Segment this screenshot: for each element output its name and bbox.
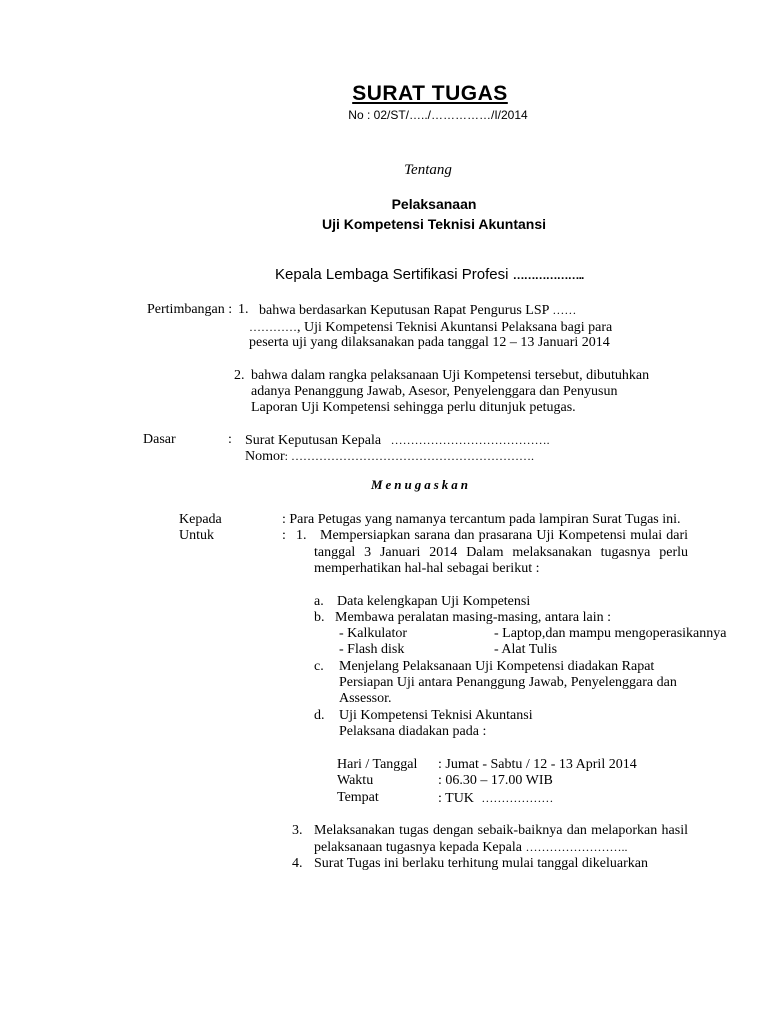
item-a-text: Data kelengkapan Uji Kompetensi: [337, 594, 531, 609]
dasar-colon: :: [228, 432, 232, 447]
subject-line-1: Pelaksanaan: [391, 196, 477, 212]
pertimbangan-1-line-3: peserta uji yang dilaksanakan pada tanggal 12 – 13 Januari 2014: [249, 335, 610, 350]
item-a-label: a.: [314, 594, 324, 609]
issuer-fill: ………………..: [512, 268, 584, 282]
kepada-label: Kepada: [179, 512, 222, 527]
untuk-colon: :: [282, 528, 286, 543]
untuk-1-num: 1.: [296, 528, 307, 543]
item-c-line-2: Persiapan Uji antara Penanggung Jawab, Penyelenggara dan: [339, 675, 677, 690]
schedule-value-date: : Jumat - Sabtu / 12 - 13 April 2014: [438, 757, 637, 772]
tool-left-2: - Flash disk: [339, 642, 405, 657]
untuk-label: Untuk: [179, 528, 214, 543]
untuk-3-line-1: Melaksanakan tugas dengan sebaik-baiknya dan melaporkan hasil: [314, 823, 688, 838]
issuer-label: Kepala Lembaga Sertifikasi Profesi: [275, 266, 509, 283]
pertimbangan-2-num: 2.: [234, 368, 245, 383]
item-d-line-1: Uji Kompetensi Teknisi Akuntansi: [339, 708, 533, 723]
issuer-line: [275, 267, 583, 283]
untuk-3-num: 3.: [292, 823, 303, 838]
item-c-line-1: Menjelang Pelaksanaan Uji Kompetensi diadakan Rapat: [339, 659, 655, 674]
untuk-4-num: 4.: [292, 856, 303, 871]
untuk-3-line-2: pelaksanaan tugasnya kepada Kepala ……………………..: [314, 840, 628, 855]
item-b-text: Membawa peralatan masing-masing, antara lain :: [335, 610, 612, 625]
dasar-line-1: Surat Keputusan Kepala ………………………………….: [245, 433, 550, 448]
pertimbangan-1-line-1: bahwa berdasarkan Keputusan Rapat Pengurus LSP ……: [259, 303, 577, 318]
item-b-label: b.: [314, 610, 325, 625]
schedule-label-place: Tempat: [337, 790, 379, 805]
pertimbangan-1-line-2: …………, Uji Kompetensi Teknisi Akuntansi Pelaksana bagi para: [249, 320, 613, 335]
item-c-line-3: Assessor.: [339, 691, 392, 706]
subject-line-2: Uji Kompetensi Teknisi Akuntansi: [321, 216, 547, 232]
tentang-label: Tentang: [404, 162, 452, 178]
tool-right-2: - Alat Tulis: [494, 642, 558, 657]
pertimbangan-1-num: 1.: [238, 302, 249, 317]
menugaskan-heading: Menugaskan: [370, 477, 472, 492]
untuk-1-line-3: memperhatikan hal-hal sebagai berikut :: [314, 561, 540, 576]
pertimbangan-2-line-2: adanya Penanggung Jawab, Asesor, Penyelenggara dan Penyusun: [251, 384, 618, 399]
item-c-label: c.: [314, 659, 324, 674]
tool-left-1: - Kalkulator: [339, 626, 408, 641]
letter-number: No : 02/ST/…../……………/I/2014: [348, 108, 528, 122]
dasar-label: Dasar: [143, 432, 176, 447]
pertimbangan-2-line-3: Laporan Uji Kompetensi sehingga perlu ditunjuk petugas.: [251, 400, 576, 415]
tool-right-1: - Laptop,dan mampu mengoperasikannya: [494, 626, 727, 641]
schedule-label-date: Hari / Tanggal: [337, 757, 418, 772]
document-title: SURAT TUGAS: [352, 82, 508, 105]
schedule-value-place: : TUK ………………: [438, 791, 554, 806]
item-d-label: d.: [314, 708, 325, 723]
pertimbangan-2-line-1: bahwa dalam rangka pelaksanaan Uji Kompetensi tersebut, dibutuhkan: [251, 368, 650, 383]
untuk-4-text: Surat Tugas ini berlaku terhitung mulai tanggal dikeluarkan: [314, 856, 648, 871]
untuk-1-line-1: Mempersiapkan sarana dan prasarana Uji Kompetensi mulai dari: [320, 528, 688, 543]
schedule-value-time: : 06.30 – 17.00 WIB: [438, 773, 553, 788]
pertimbangan-label: Pertimbangan :: [147, 302, 233, 317]
item-d-line-2: Pelaksana diadakan pada :: [339, 724, 487, 739]
kepada-text: : Para Petugas yang namanya tercantum pada lampiran Surat Tugas ini.: [282, 512, 681, 527]
dasar-line-2: Nomor: …………………………………………………….: [245, 449, 535, 464]
untuk-1-line-2: tanggal 3 Januari 2014 Dalam melaksanakan tugasnya perlu: [314, 545, 688, 560]
schedule-label-time: Waktu: [337, 773, 374, 788]
